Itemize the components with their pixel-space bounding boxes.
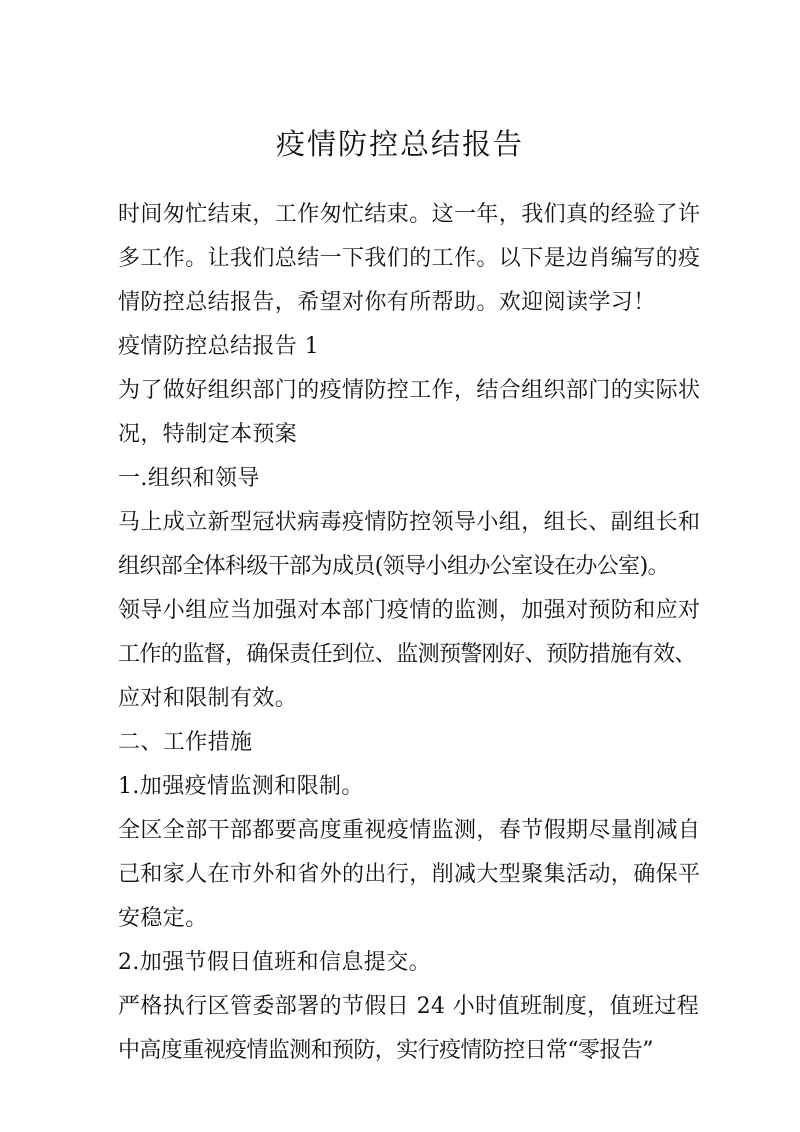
paragraph-line: 时间匆忙结束，工作匆忙结束。这一年，我们真的经验了许 (118, 202, 701, 227)
section-heading: 疫情防控总结报告 1 (118, 334, 319, 359)
document-title: 疫情防控总结报告 (275, 127, 524, 161)
paragraph-line: 情防控总结报告，希望对你有所帮助。欢迎阅读学习！ (118, 290, 656, 315)
paragraph-line: 严格执行区管委部署的节假日 24 小时值班制度，值班过程 (118, 994, 700, 1019)
section-heading: 二、工作措施 (118, 730, 253, 755)
paragraph-line: 多工作。让我们总结一下我们的工作。以下是边肖编写的疫 (118, 246, 701, 271)
document-body (118, 193, 701, 1073)
subsection-heading: 1.加强疫情监测和限制。 (118, 774, 364, 799)
section-heading: 一.组织和领导 (118, 466, 260, 491)
paragraph-line: 应对和限制有效。 (118, 686, 298, 711)
paragraph-line: 己和家人在市外和省外的出行，削减大型聚集活动，确保平 (118, 862, 701, 887)
paragraph-line: 安稳定。 (118, 906, 208, 931)
paragraph-line: 全区全部干部都要高度重视疫情监测，春节假期尽量削减自 (118, 818, 701, 843)
paragraph-line: 领导小组应当加强对本部门疫情的监测，加强对预防和应对 (118, 598, 701, 623)
paragraph-line: 中高度重视疫情监测和预防，实行疫情防控日常“零报告” (118, 1038, 653, 1063)
paragraph-line: 马上成立新型冠状病毒疫情防控领导小组，组长、副组长和 (118, 510, 701, 535)
paragraph-line: 况，特制定本预案 (118, 422, 298, 447)
paragraph-line: 组织部全体科级干部为成员(领导小组办公室设在办公室)。 (118, 554, 669, 579)
paragraph-line: 为了做好组织部门的疫情防控工作，结合组织部门的实际状 (118, 378, 701, 403)
paragraph-line: 工作的监督，确保责任到位、监测预警刚好、预防措施有效、 (118, 642, 696, 667)
subsection-heading: 2.加强节假日值班和信息提交。 (118, 950, 431, 975)
